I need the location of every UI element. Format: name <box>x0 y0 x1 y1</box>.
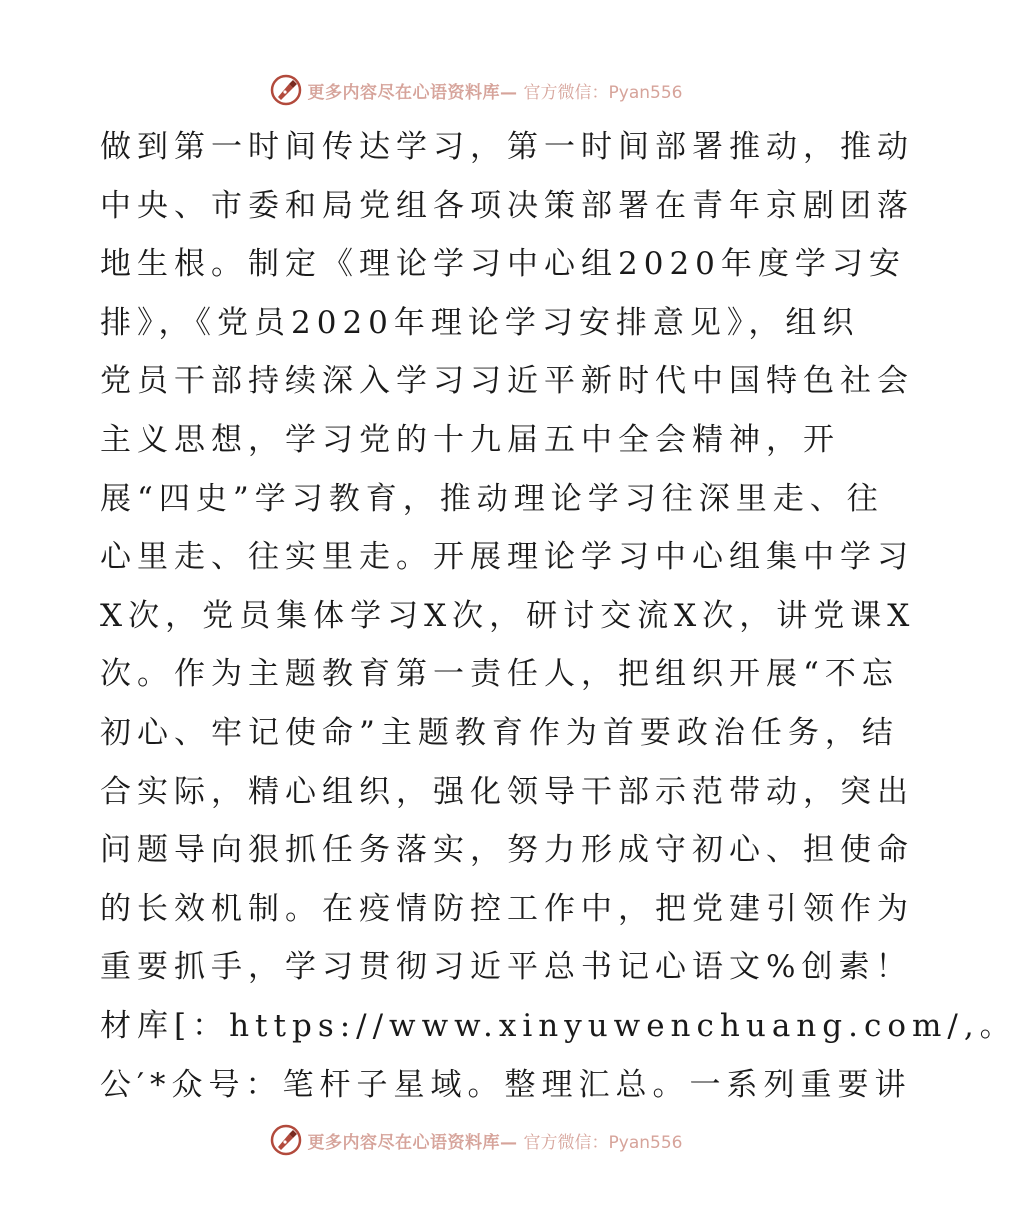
text-line: 次。作为主题教育第一责任人，把组织开展“不忘 <box>100 656 899 693</box>
banner-text: 更多内容尽在心语资料库— <box>307 82 518 103</box>
banner-text: 更多内容尽在心语资料库— <box>307 1132 518 1153</box>
text-line: 心里走、往实里走。开展理论学习中心组集中学习 <box>100 539 914 576</box>
text-line: 党员干部持续深入学习习近平新时代中国特色社会 <box>100 363 914 400</box>
text-line: 做到第一时间传达学习，第一时间部署推动，推动 <box>100 129 914 165</box>
pen-nib-icon <box>268 72 304 108</box>
document-body <box>100 118 1017 1114</box>
text-line: X次，党员集体学习X次，研讨交流X次，讲党课X <box>100 597 916 634</box>
text-line: 问题导向狠抓任务落实，努力形成守初心、担使命 <box>100 832 914 869</box>
header-banner <box>0 70 950 110</box>
text-line: 中央、市委和局党组各项决策部署在青年京剧团落 <box>100 187 914 224</box>
text-line: 合实际，精心组织，强化领导干部示范带动，突出 <box>100 773 914 810</box>
text-line: 重要抓手，学习贯彻习近平总书记心语文%创素！ <box>100 949 913 986</box>
text-line: 排》，《党员2020年理论学习安排意见》，组织 <box>100 304 860 341</box>
text-line: 展“四史”学习教育，推动理论学习往深里走、往 <box>100 480 884 517</box>
banner-wechat: 官方微信：Pyan556 <box>523 82 683 103</box>
text-line: 主义思想，学习党的十九届五中全会精神，开 <box>100 421 840 458</box>
text-line: 地生根。制定《理论学习中心组2020年度学习安 <box>100 246 906 283</box>
text-line: 公′*众号：笔杆子星域。整理汇总。一系列重要讲 <box>100 1066 912 1103</box>
text-line: 初心、牢记使命”主题教育作为首要政治任务，结 <box>100 714 899 751</box>
banner-wechat: 官方微信：Pyan556 <box>523 1132 683 1153</box>
pen-nib-icon <box>268 1122 304 1158</box>
text-line: 的长效机制。在疫情防控工作中，把党建引领作为 <box>100 890 914 927</box>
text-line: 材库[：https://www.xinyuwenchuang.com/,。 <box>100 1007 1017 1044</box>
footer-banner <box>0 1120 950 1160</box>
